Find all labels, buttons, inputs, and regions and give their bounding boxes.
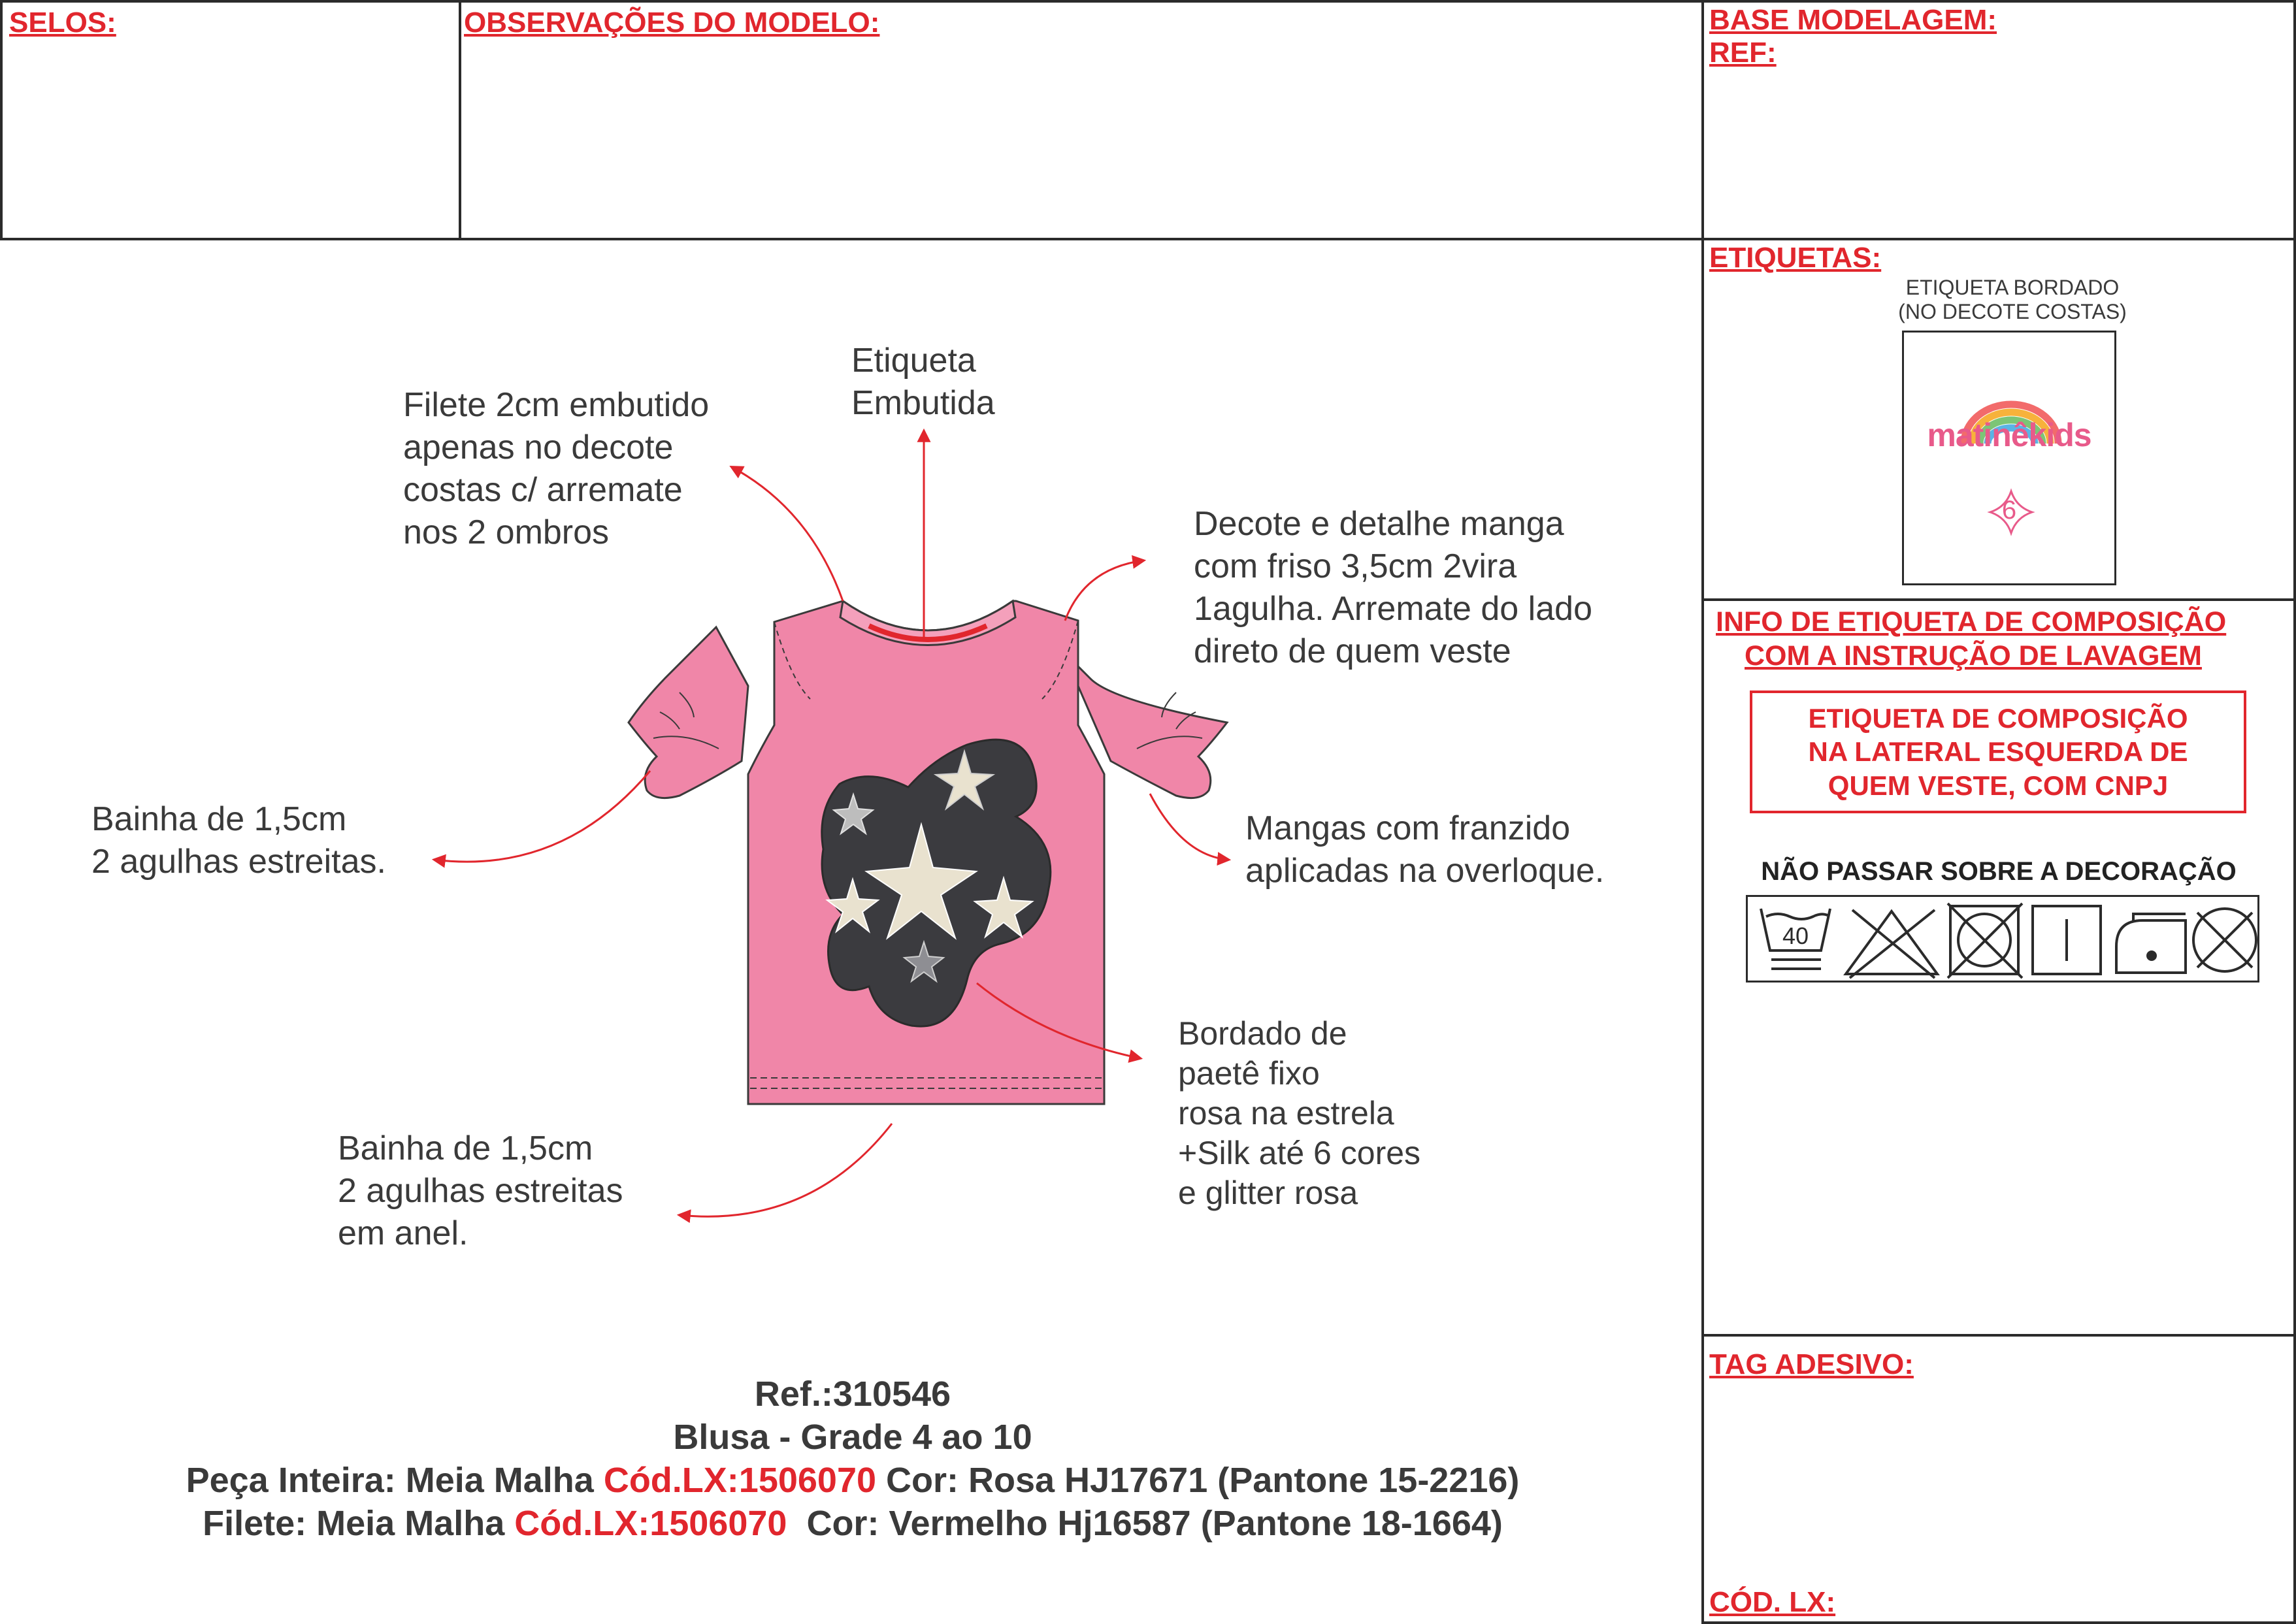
- arrow-bainha-barra: [680, 1124, 892, 1216]
- etiqueta-bordado-label: ETIQUETA BORDADO (NO DECOTE COSTAS): [1898, 276, 2127, 323]
- product-ref: Ref.:310546: [754, 1374, 951, 1414]
- product-line-1: Peça Inteira: Meia Malha Cód.LX:1506070 Cor: Rosa HJ17671 (Pantone 15-2216): [186, 1460, 1520, 1500]
- selos-label: SELOS:: [9, 7, 116, 39]
- no-dry-clean-icon: [2193, 909, 2256, 971]
- product-name: Blusa - Grade 4 ao 10: [673, 1417, 1032, 1457]
- wash-temp: 40: [1782, 922, 1809, 949]
- ref-label: REF:: [1709, 37, 1777, 69]
- note-bordado: Bordado de paetê fixo rosa na estrela +Silk até 6 cores e glitter rosa: [1178, 1015, 1421, 1211]
- note-bainha-barra: Bainha de 1,5cm 2 agulhas estreitas em anel.: [338, 1129, 623, 1252]
- line-dry-icon: [2033, 906, 2101, 974]
- brand-logo: matinêkids: [1927, 417, 2091, 453]
- care-symbols: [1748, 897, 2261, 984]
- product-caption: [0, 1373, 1705, 1546]
- cod-lx-label: CÓD. LX:: [1709, 1586, 1836, 1618]
- composition-box: [1750, 690, 2246, 813]
- composition-text: ETIQUETA DE COMPOSIÇÃO NA LATERAL ESQUERDA DE QUEM VESTE, COM CNPJ: [1808, 703, 2188, 801]
- arrow-mangas: [1150, 794, 1228, 860]
- arrow-bainha-manga: [435, 771, 650, 862]
- tag-adesivo-label: TAG ADESIVO:: [1709, 1348, 1914, 1380]
- info-title-2: COM A INSTRUÇÃO DE LAVAGEM: [1745, 640, 2202, 672]
- size-badge: 6: [2001, 496, 2017, 525]
- iron-low-icon: [2116, 914, 2186, 973]
- base-modelagem-label: BASE MODELAGEM:: [1709, 4, 1997, 36]
- arrow-filete: [732, 467, 843, 601]
- note-decote: Decote e detalhe manga com friso 3,5cm 2vira 1agulha. Arremate do lado direto de quem veste: [1194, 505, 1592, 670]
- info-title-1: INFO DE ETIQUETA DE COMPOSIÇÃO: [1716, 606, 2227, 638]
- etiqueta-bordado-card: [1902, 331, 2116, 585]
- note-bainha-manga: Bainha de 1,5cm 2 agulhas estreitas.: [91, 800, 386, 881]
- etiquetas-label: ETIQUETAS:: [1709, 242, 1882, 274]
- no-tumble-dry-icon: [1948, 903, 2022, 978]
- note-etiqueta-embutida: Etiqueta Embutida: [851, 342, 995, 422]
- arrow-decote: [1065, 560, 1143, 621]
- care-symbols-strip: [1746, 895, 2259, 983]
- no-bleach-icon: [1846, 910, 1937, 978]
- no-iron-warning: NÃO PASSAR SOBRE A DECORAÇÃO: [1761, 857, 2237, 886]
- product-line-2: Filete: Meia Malha Cód.LX:1506070 Cor: Vermelho Hj16587 (Pantone 18-1664): [203, 1503, 1503, 1543]
- note-mangas: Mangas com franzido aplicadas na overloque.: [1245, 809, 1605, 890]
- note-filete: Filete 2cm embutido apenas no decote costas c/ arremate nos 2 ombros: [403, 386, 710, 551]
- left-sleeve: [629, 627, 748, 798]
- observacoes-label: OBSERVAÇÕES DO MODELO:: [464, 7, 880, 39]
